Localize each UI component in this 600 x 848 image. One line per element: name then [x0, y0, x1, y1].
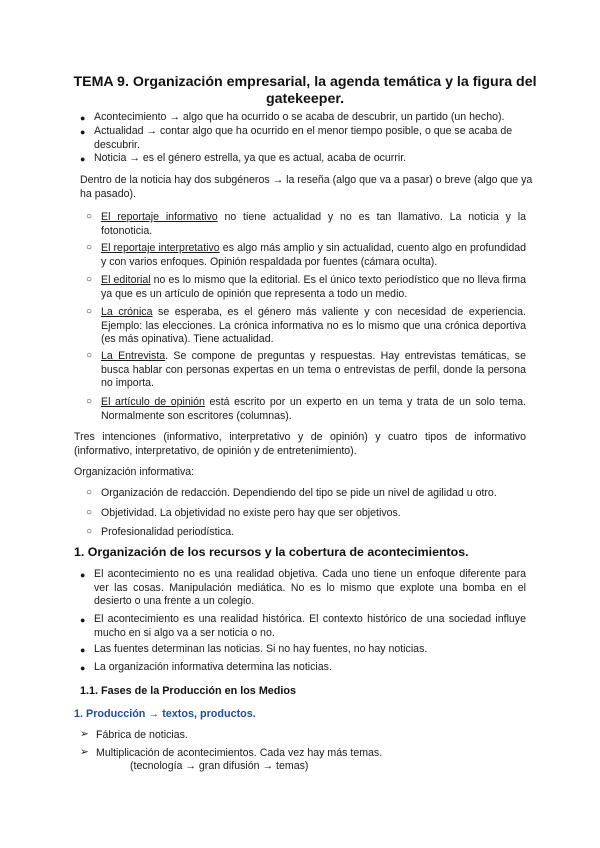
circle-bullet: ○ — [86, 274, 93, 285]
intentions-paragraph: Tres intenciones (informativo, interpretativo y de opinión) y cuatro tipos de informativo (informativo, interpretativo, de opinión y de entretenimiento). — [74, 431, 526, 457]
section1-bullet-2: El acontecimiento es una realidad histórica. El contexto histórico de una sociedad influye mucho en si algo va a ser noticia o no. — [94, 613, 526, 639]
section1-bullet-4: La organización informativa determina las noticias. — [94, 661, 332, 673]
circle-bullet: ○ — [86, 211, 93, 222]
genre-term: El reportaje informativo — [101, 211, 218, 223]
genre-item-5 — [101, 350, 526, 391]
page-title: TEMA 9. Organización empresarial, la agenda temática y la figura del gatekeeper. — [73, 74, 537, 107]
section1-bullet-3: Las fuentes determinan las noticias. Si no hay fuentes, no hay noticias. — [94, 643, 428, 655]
bullet-dot: ● — [80, 570, 86, 580]
genre-term: La Entrevista — [101, 350, 166, 362]
intro-bullet-1: Acontecimiento → algo que ha ocurrido o se acaba de descubrir, un partido (un hecho). — [94, 111, 505, 123]
genre-text: no tiene actualidad y no es tan llamativo. La noticia y la fotonoticia. — [101, 211, 527, 237]
genre-text: . Se compone de preguntas y respuestas. Hay entrevistas temáticas, se busca hablar con personas expertas en un tema o entrevistas de perfil, donde la persona no importa. — [101, 350, 526, 389]
genre-text: no es lo mismo que la editorial. Es el único texto periodístico que no lleva firma ya que es un artículo de opinión que representa a todo un medio. — [101, 274, 526, 300]
bullet-dot: ● — [80, 615, 86, 625]
intro-bullet-2: Actualidad → contar algo que ha ocurrido en el menor tiempo posible, o que se acaba de descubrir. — [94, 125, 513, 151]
org-item-2: Objetividad. La objetividad no existe pero hay que ser objetivos. — [101, 507, 401, 519]
section1-bullet-1: El acontecimiento no es una realidad objetiva. Cada uno tiene un enfoque diferente para ver las cosas. Manipulación mediática. No es lo mismo que explote una bomba en el desierto o una frente a un colegio. — [94, 568, 526, 607]
circle-bullet: ○ — [86, 487, 93, 498]
bullet-dot: ● — [80, 645, 86, 655]
org-item-3: Profesionalidad periodística. — [101, 526, 235, 538]
genre-text: está escrito por un experto en un tema y trata de un solo tema. Normalmente son escritores (columnas). — [101, 396, 526, 422]
genre-item-1 — [101, 211, 526, 238]
org-label: Organización informativa: — [74, 466, 195, 478]
genre-term: El artículo de opinión — [101, 396, 205, 408]
production-heading: 1. Producción → textos, productos. — [74, 708, 256, 720]
section-heading: 1. Organización de los recursos y la cobertura de acontecimientos. — [74, 545, 469, 559]
bullet-dot: ● — [80, 154, 86, 164]
intro-bullet-3: Noticia → es el género estrella, ya que es actual, acaba de ocurrir. — [94, 152, 407, 164]
genre-text: se esperaba, es el género más valiente y con necesidad de experiencia. Ejemplo: las elecciones. La crónica informativa no es lo mismo que una crónica deportiva (es más opinativa). Tiene actualidad. — [101, 306, 526, 345]
org-item-1: Organización de redacción. Dependiendo del tipo se pide un nivel de agilidad u otro. — [101, 487, 497, 499]
subsection-heading: 1.1. Fases de la Producción en los Medios — [80, 685, 297, 697]
bullet-dot: ● — [80, 663, 86, 673]
genre-item-6 — [101, 396, 526, 423]
circle-bullet: ○ — [86, 507, 93, 518]
subgenres-paragraph: Dentro de la noticia hay dos subgéneros → la reseña (algo que va a pasar) o breve (algo que ya ha pasado). — [80, 174, 533, 200]
genre-item-2 — [101, 242, 526, 269]
genre-text: es algo más amplio y sin actualidad, cuento algo en profundidad y con varios enfoques. Opinión respaldada por fuentes (cámara oculta). — [101, 242, 526, 268]
arrow-bullet-icon: ➢ — [80, 728, 89, 740]
circle-bullet: ○ — [86, 526, 93, 537]
circle-bullet: ○ — [86, 306, 93, 317]
production-note: (tecnología → gran difusión → temas) — [130, 760, 309, 772]
genre-item-3 — [101, 274, 526, 301]
genre-term: El editorial — [101, 274, 151, 286]
genre-term: El reportaje interpretativo — [101, 242, 220, 254]
genre-item-4 — [101, 306, 526, 347]
circle-bullet: ○ — [86, 350, 93, 361]
genre-term: La crónica — [101, 306, 153, 318]
bullet-dot: ● — [80, 127, 86, 137]
bullet-dot: ● — [80, 113, 86, 123]
circle-bullet: ○ — [86, 242, 93, 253]
production-item-1: Fábrica de noticias. — [96, 729, 188, 741]
arrow-bullet-icon: ➢ — [80, 746, 89, 758]
production-item-2: Multiplicación de acontecimientos. Cada vez hay más temas. — [96, 747, 383, 759]
circle-bullet: ○ — [86, 396, 93, 407]
